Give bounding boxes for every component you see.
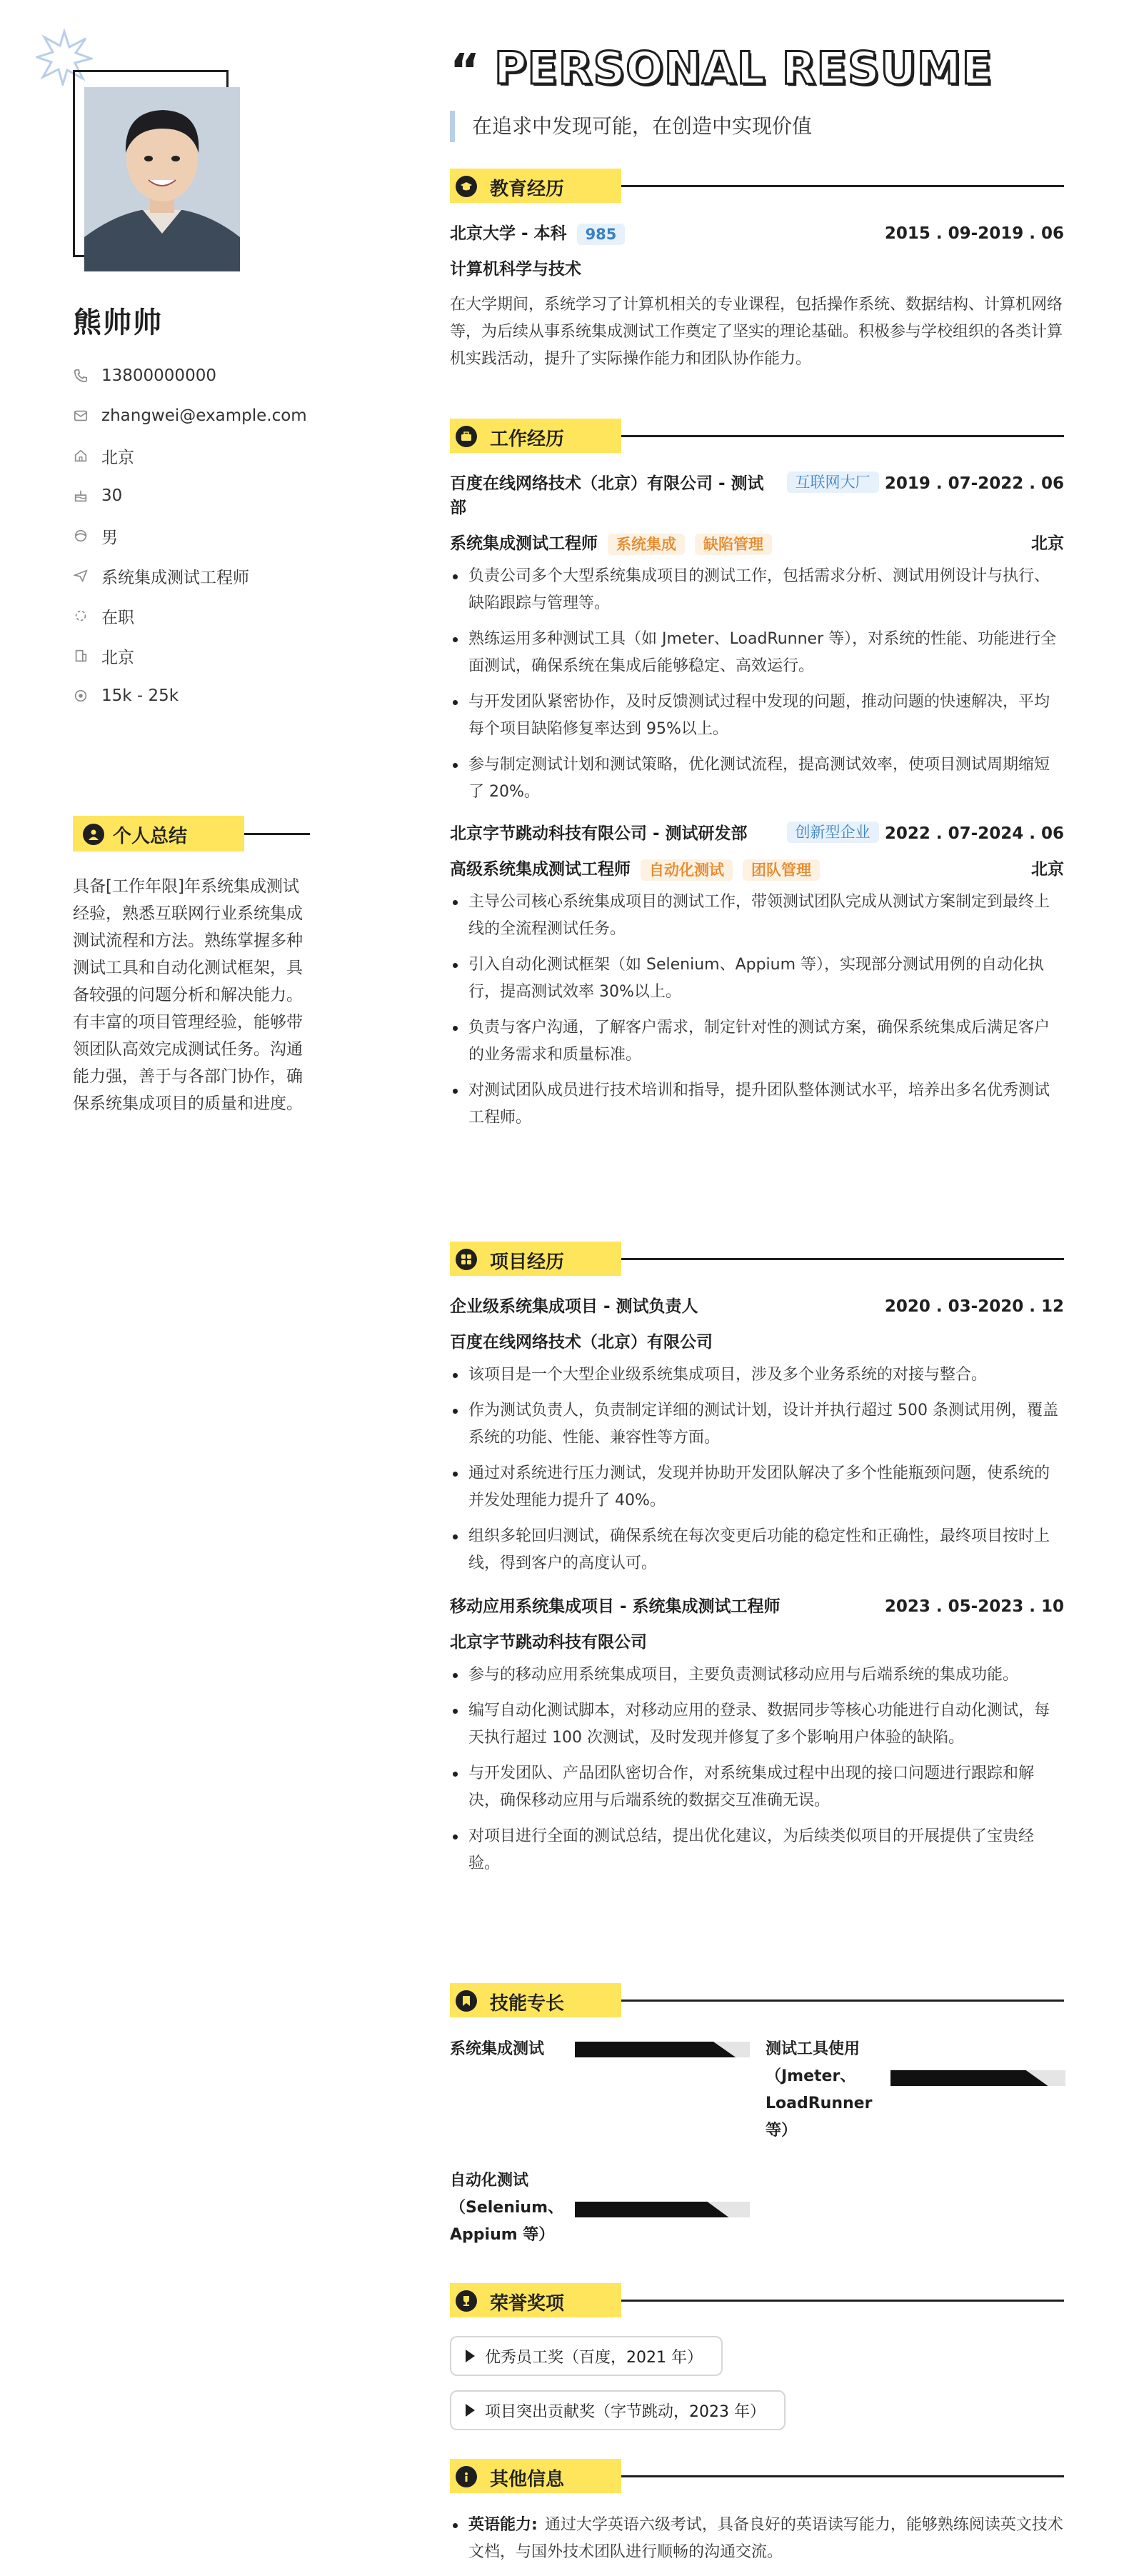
school-name: 北京大学 - 本科 xyxy=(450,224,567,243)
gender-value: 男 xyxy=(101,528,118,547)
job-role-row xyxy=(450,531,1064,556)
project-bullet: 该项目是一个大型企业级系统集成项目，涉及多个业务系统的对接与整合。 xyxy=(450,1362,1064,1389)
graduation-cap-icon xyxy=(456,176,477,197)
work-title: 工作经历 xyxy=(490,429,565,450)
job-company: 百度在线网络技术（北京）有限公司 - 测试部 xyxy=(450,474,764,517)
job-role: 系统集成测试工程师 xyxy=(450,534,598,553)
work-divider xyxy=(621,435,1064,437)
skill-name: 自动化测试（Selenium、Appium 等） xyxy=(450,2172,564,2244)
sidebar xyxy=(0,0,386,2576)
skills-title: 技能专长 xyxy=(490,1993,565,2015)
trophy-icon xyxy=(456,2290,477,2312)
position-value: 系统集成测试工程师 xyxy=(101,568,249,587)
phone-icon xyxy=(73,368,89,384)
award-text: 项目突出贡献奖（字节跳动，2023 年） xyxy=(485,2402,766,2421)
other-item xyxy=(450,2512,1064,2566)
age-value: 30 xyxy=(101,486,123,505)
work-title-pill xyxy=(450,419,621,453)
project-bullets xyxy=(450,1362,1064,1577)
award-text: 优秀员工奖（百度，2021 年） xyxy=(485,2348,703,2367)
job-company: 北京字节跳动科技有限公司 - 测试研发部 xyxy=(450,824,748,843)
skills-header xyxy=(450,1983,1064,2017)
skill-level-bar xyxy=(890,2070,1065,2086)
awards-header xyxy=(450,2283,1064,2317)
skill-level-fill xyxy=(890,2070,1048,2086)
project-name: 企业级系统集成项目 - 测试负责人 xyxy=(450,1297,698,1316)
awards-list xyxy=(450,2336,1064,2445)
other-title-pill xyxy=(450,2459,621,2493)
other-label: 英语能力: xyxy=(468,2516,538,2534)
info-age xyxy=(73,476,358,516)
project-bullets xyxy=(450,1662,1064,1877)
job-industry-tag: 创新型企业 xyxy=(787,822,879,843)
project-bullet: 编写自动化测试脚本，对移动应用的登录、数据同步等核心功能进行自动化测试，每天执行超过 100 次测试，及时发现并修复了多个影响用户体验的缺陷。 xyxy=(450,1697,1064,1752)
education-desc: 在大学期间，系统学习了计算机相关的专业课程，包括操作系统、数据结构、计算机网络等，为后续从事系统集成测试工作奠定了坚实的理论基础。积极参与学校组织的各类计算机实践活动，提升了实际操作能力和团队协作能力。 xyxy=(450,296,1063,368)
award-item xyxy=(450,2390,786,2430)
project-bullet: 参与的移动应用系统集成项目，主要负责测试移动应用与后端系统的集成功能。 xyxy=(450,1662,1064,1689)
education-school xyxy=(450,221,625,246)
job-role: 高级系统集成测试工程师 xyxy=(450,860,631,879)
skills-section xyxy=(450,1983,1064,2272)
job-entry xyxy=(450,471,1064,806)
job-bullet: 参与制定测试计划和测试策略，优化测试流程，提高测试效率，使项目测试周期缩短了 20%。 xyxy=(450,752,1064,806)
job-city: 北京 xyxy=(1031,534,1064,553)
job-tag: 团队管理 xyxy=(743,859,820,881)
projects-divider xyxy=(621,1258,1064,1260)
info-phone xyxy=(73,356,358,396)
education-divider xyxy=(621,185,1064,187)
job-header xyxy=(450,471,1064,520)
job-date: 2022 . 07-2024 . 06 xyxy=(884,824,1064,843)
job-bullets xyxy=(450,563,1064,806)
summary-title-pill xyxy=(73,816,244,852)
education-title-pill xyxy=(450,169,621,203)
education-header xyxy=(450,169,1064,203)
send-icon xyxy=(73,568,89,584)
other-text: 通过大学英语六级考试，具备良好的英语读写能力，能够熟练阅读英文技术文档，与国外技术团队进行顺畅的沟通交流。 xyxy=(468,2516,1063,2561)
other-title: 其他信息 xyxy=(490,2469,565,2490)
skill-name: 系统集成测试 xyxy=(450,2040,545,2058)
status-value: 在职 xyxy=(101,608,134,627)
education-section xyxy=(450,169,1064,373)
projects-title: 项目经历 xyxy=(490,1252,565,1273)
info-salary xyxy=(73,676,358,716)
skills-divider xyxy=(621,2000,1064,2002)
location-value: 北京 xyxy=(101,448,134,467)
avatar-illustration xyxy=(84,87,240,271)
cake-icon xyxy=(73,488,89,504)
job-city: 北京 xyxy=(1031,860,1064,879)
email-value: zhangwei@example.com xyxy=(101,406,307,425)
job-role-wrap xyxy=(450,857,820,882)
summary-divider xyxy=(244,833,310,835)
project-bullet: 与开发团队、产品团队密切合作，对系统集成过程中出现的接口问题进行跟踪和解决，确保移动应用与后端系统的数据交互准确无误。 xyxy=(450,1760,1064,1814)
job-bullet: 引入自动化测试框架（如 Selenium、Appium 等），实现部分测试用例的自动化执行，提高测试效率 30%以上。 xyxy=(450,952,1064,1006)
info-email xyxy=(73,396,358,436)
work-section xyxy=(450,419,1064,1140)
mail-icon xyxy=(73,408,89,424)
gender-icon xyxy=(73,528,89,544)
info-position xyxy=(73,556,358,596)
project-company: 北京字节跳动科技有限公司 xyxy=(450,1633,647,1652)
building-icon xyxy=(73,648,89,664)
info-gender xyxy=(73,516,358,556)
education-major: 计算机科学与技术 xyxy=(450,260,581,279)
other-header xyxy=(450,2459,1064,2493)
job-header xyxy=(450,822,1064,846)
skill-level-bar xyxy=(575,2202,750,2217)
job-role-row xyxy=(450,857,1064,882)
projects-title-pill xyxy=(450,1242,621,1276)
status-icon xyxy=(73,608,89,624)
job-industry-wrap xyxy=(787,471,885,493)
city-value: 北京 xyxy=(101,648,134,667)
summary-section-header xyxy=(73,816,308,852)
info-status xyxy=(73,596,358,636)
phone-value: 13800000000 xyxy=(101,366,216,385)
awards-section xyxy=(450,2283,1064,2445)
project-name: 移动应用系统集成项目 - 系统集成测试工程师 xyxy=(450,1597,781,1616)
project-bullet: 对项目进行全面的测试总结，提出优化建议，为后续类似项目的开展提供了宝贵经验。 xyxy=(450,1823,1064,1877)
salary-icon xyxy=(73,688,89,704)
quote-mark: “ xyxy=(450,45,481,98)
job-tag: 自动化测试 xyxy=(641,859,733,881)
other-divider xyxy=(621,2475,1064,2477)
salary-value: 15k - 25k xyxy=(101,687,179,705)
job-bullets xyxy=(450,889,1064,1132)
school-tag: 985 xyxy=(577,224,626,245)
education-title: 教育经历 xyxy=(490,179,565,200)
job-bullet: 负责公司多个大型系统集成项目的测试工作，包括需求分析、测试用例设计与执行、缺陷跟踪与管理等。 xyxy=(450,563,1064,617)
briefcase-icon xyxy=(456,426,477,447)
other-section xyxy=(450,2459,1064,2566)
job-industry-tag: 互联网大厂 xyxy=(787,471,879,493)
home-icon xyxy=(73,448,89,464)
awards-title: 荣誉奖项 xyxy=(490,2293,565,2315)
person-icon xyxy=(83,824,104,845)
project-entry xyxy=(450,1594,1064,1877)
resume-title: PERSONAL RESUME xyxy=(494,41,993,94)
education-entry-header xyxy=(450,221,1064,246)
project-date: 2020 . 03-2020 . 12 xyxy=(884,1297,1064,1316)
info-icon xyxy=(456,2466,477,2487)
info-location xyxy=(73,436,358,476)
info-city xyxy=(73,636,358,676)
job-entry xyxy=(450,822,1064,1132)
summary-title: 个人总结 xyxy=(113,826,188,847)
education-date: 2015 . 09-2019 . 06 xyxy=(884,224,1064,243)
job-bullet: 对测试团队成员进行技术培训和指导，提升团队整体测试水平，培养出多名优秀测试工程师。 xyxy=(450,1077,1064,1132)
awards-divider xyxy=(621,2300,1064,2302)
job-industry-wrap xyxy=(787,822,885,843)
project-entry xyxy=(450,1294,1064,1577)
resume-subtitle: 在追求中发现可能，在创造中实现价值 xyxy=(450,111,812,142)
project-date: 2023 . 05-2023 . 10 xyxy=(884,1597,1064,1616)
work-header xyxy=(450,419,1064,453)
grid-icon xyxy=(456,1249,477,1270)
project-company: 百度在线网络技术（北京）有限公司 xyxy=(450,1333,713,1352)
project-bullet: 组织多轮回归测试，确保系统在每次变更后功能的稳定性和正确性，最终项目按时上线，得到客户的高度认可。 xyxy=(450,1523,1064,1577)
contact-info-list xyxy=(73,356,358,716)
projects-section xyxy=(450,1242,1064,1886)
award-item xyxy=(450,2336,723,2376)
skills-title-pill xyxy=(450,1983,621,2017)
skill-level-fill xyxy=(575,2042,736,2057)
job-bullet: 与开发团队紧密协作，及时反馈测试过程中发现的问题，推动问题的快速解决，平均每个项目缺陷修复率达到 95%以上。 xyxy=(450,689,1064,743)
skill-level-bar xyxy=(575,2042,750,2057)
awards-title-pill xyxy=(450,2283,621,2317)
skill-name: 测试工具使用（Jmeter、LoadRunner 等） xyxy=(766,2040,873,2140)
project-bullet: 通过对系统进行压力测试，发现并协助开发团队解决了多个性能瓶颈问题，使系统的并发处理能力提升了 40%。 xyxy=(450,1460,1064,1514)
job-tag: 缺陷管理 xyxy=(695,534,772,555)
triangle-icon xyxy=(466,2404,475,2417)
skills-grid xyxy=(450,2036,1064,2272)
triangle-icon xyxy=(466,2350,475,2362)
bookmark-icon xyxy=(456,1990,477,2012)
project-bullet: 作为测试负责人，负责制定详细的测试计划，设计并执行超过 500 条测试用例，覆盖系统的功能、性能、兼容性等方面。 xyxy=(450,1397,1064,1452)
job-tag: 系统集成 xyxy=(608,534,685,555)
candidate-name: 熊帅帅 xyxy=(73,306,163,339)
project-header xyxy=(450,1594,1064,1619)
summary-text: 具备[工作年限]年系统集成测试经验，熟悉互联网行业系统集成测试流程和方法。熟练掌握多种测试工具和自动化测试框架，具备较强的问题分析和解决能力。有丰富的项目管理经验，能够带领团队高效完成测试任务。沟通能力强，善于与各部门协作，确保系统集成项目的质量和进度。 xyxy=(73,877,303,1113)
award-row xyxy=(450,2336,1064,2390)
main-content xyxy=(450,0,1064,2576)
award-row xyxy=(450,2390,1064,2445)
job-role-wrap xyxy=(450,531,772,556)
job-bullet: 熟练运用多种测试工具（如 Jmeter、LoadRunner 等），对系统的性能、功能进行全面测试，确保系统在集成后能够稳定、高效运行。 xyxy=(450,626,1064,680)
avatar xyxy=(84,87,240,271)
resume-title-row xyxy=(450,36,993,100)
project-header xyxy=(450,1294,1064,1319)
skill-level-fill xyxy=(575,2202,729,2217)
projects-header xyxy=(450,1242,1064,1276)
job-bullet: 主导公司核心系统集成项目的测试工作，带领测试团队完成从测试方案制定到最终上线的全流程测试任务。 xyxy=(450,889,1064,943)
job-date: 2019 . 07-2022 . 06 xyxy=(884,474,1064,493)
job-bullet: 负责与客户沟通，了解客户需求，制定针对性的测试方案，确保系统集成后满足客户的业务需求和质量标准。 xyxy=(450,1014,1064,1069)
